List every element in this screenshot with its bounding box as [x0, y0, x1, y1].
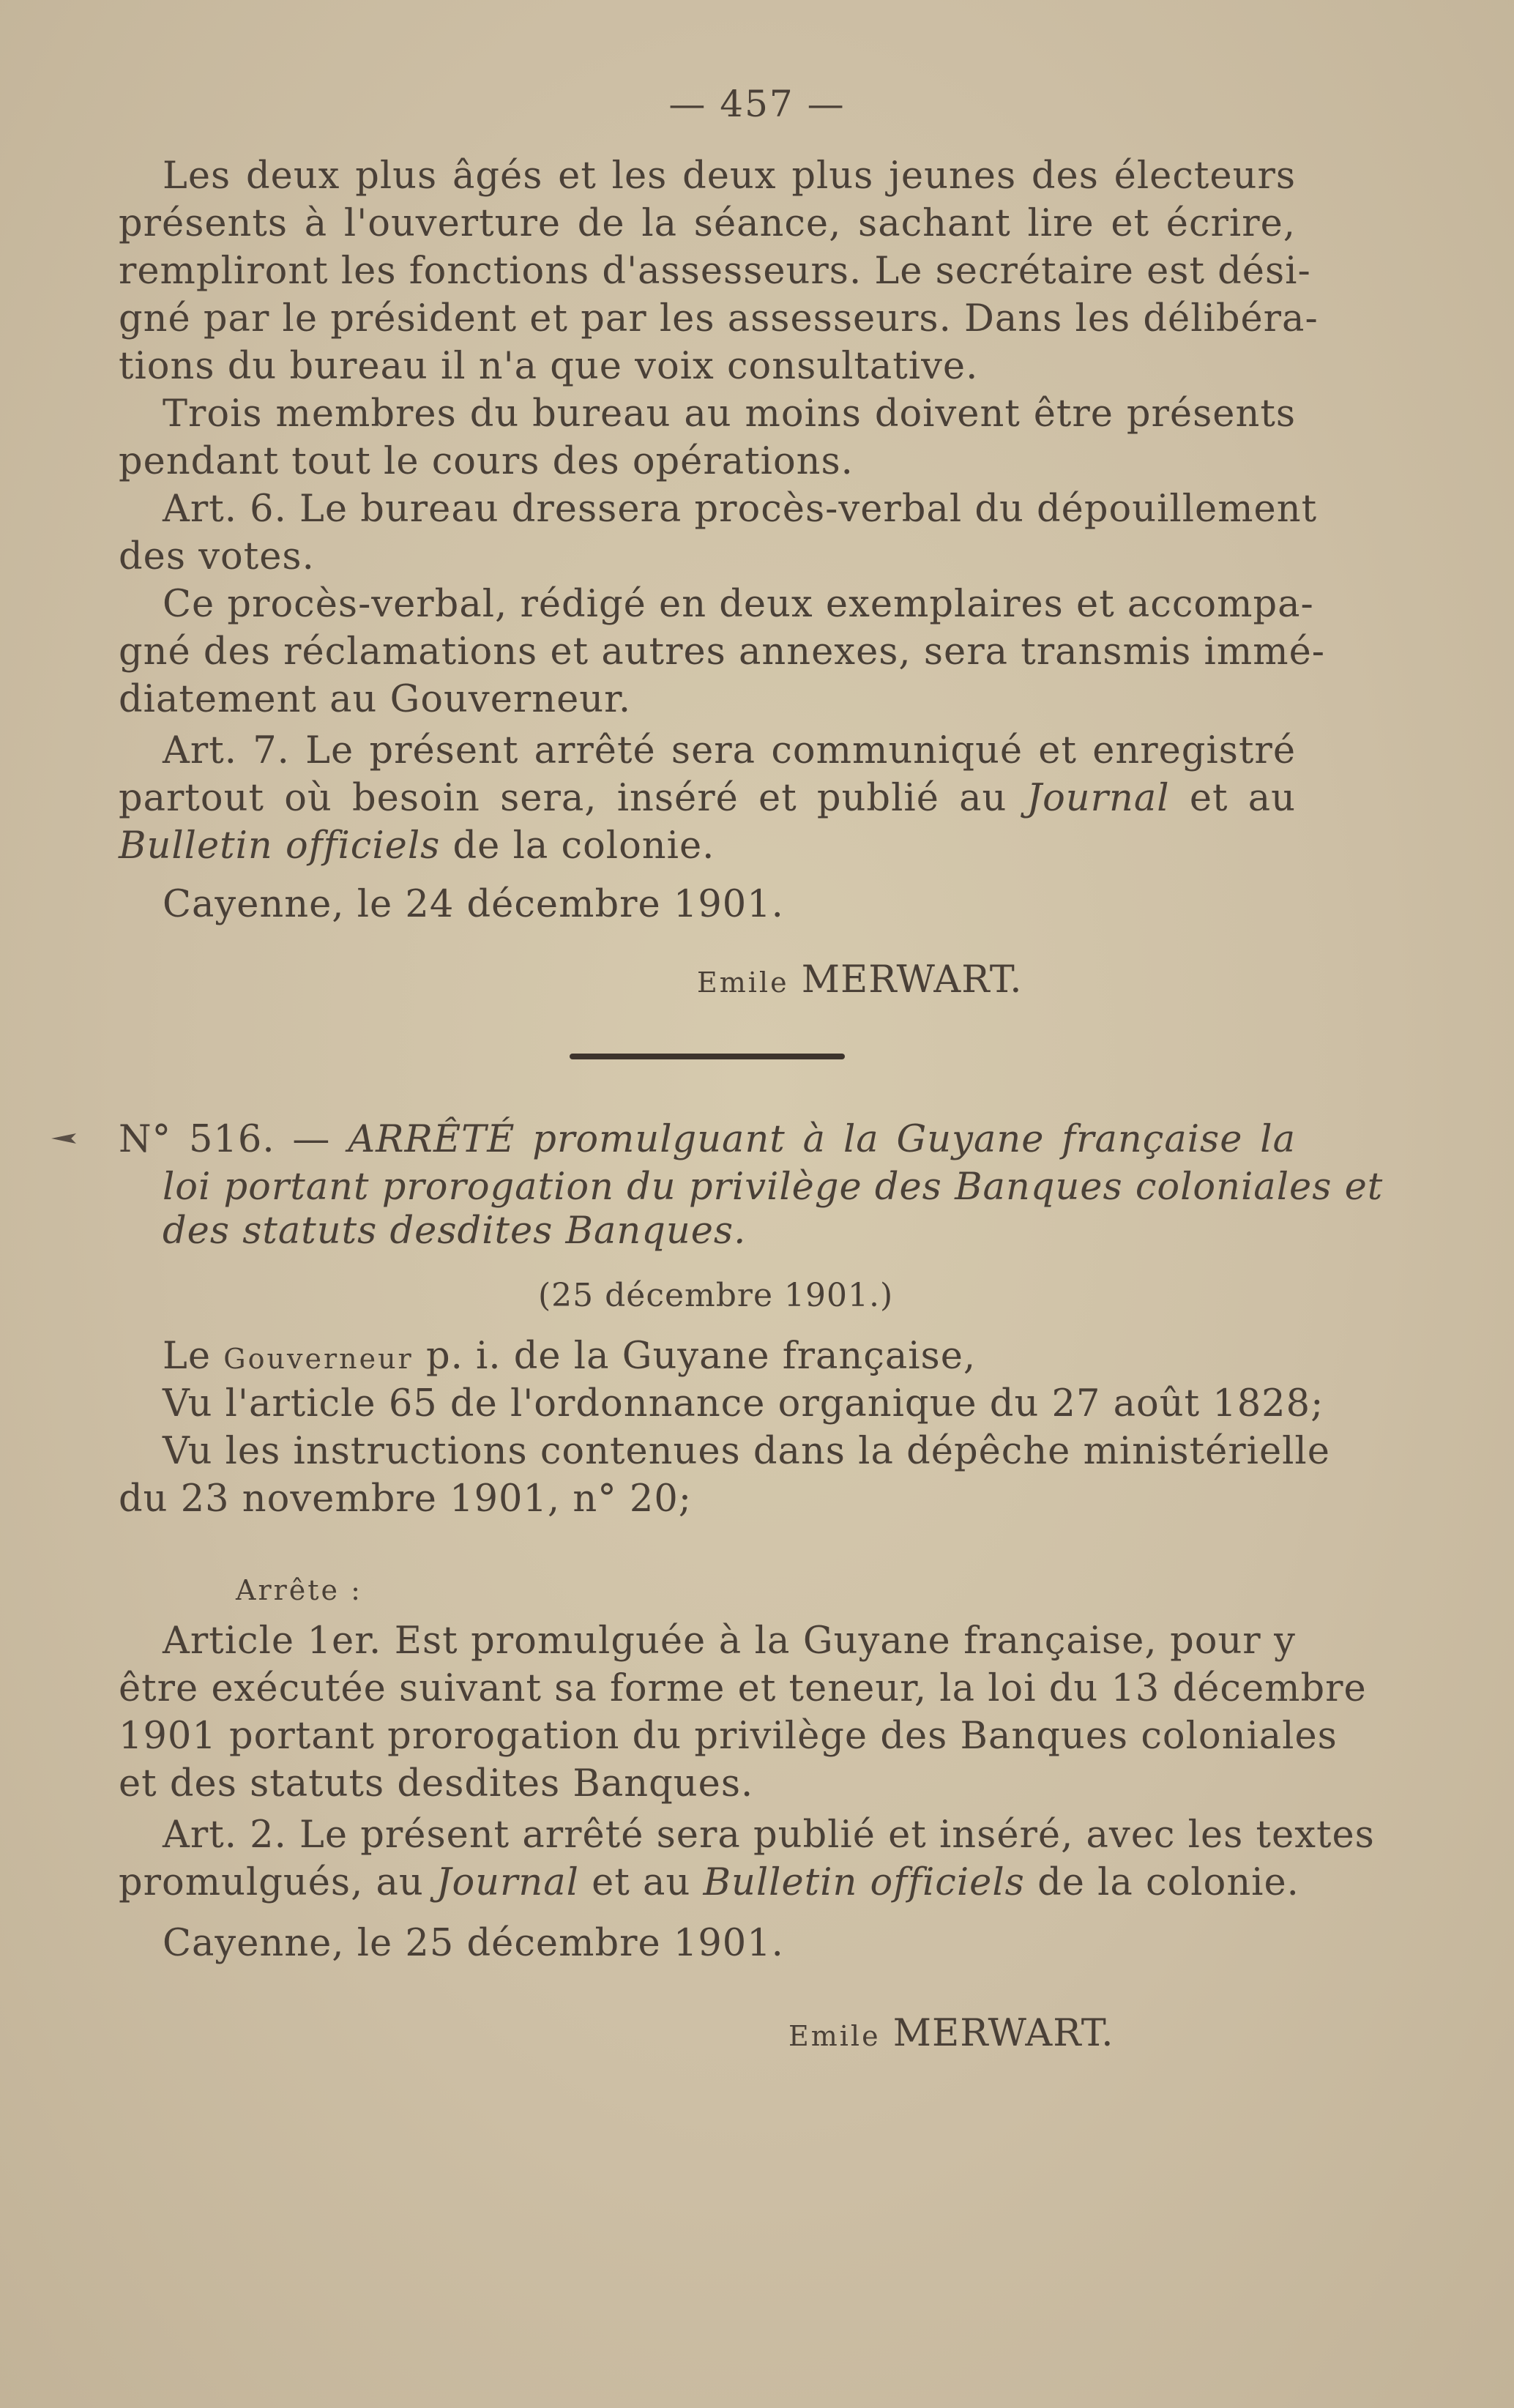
text-span: partout où besoin sera, inséré et publié au [119, 777, 1007, 820]
decree-title: ARRÊTÉ promulguant à la Guyane française la [348, 1118, 1296, 1161]
article-2-line: Art. 2. Le présent arrêté sera publié et inséré, avec les textes [163, 1814, 1375, 1857]
paragraph-line [119, 824, 715, 868]
paragraph-line: pendant tout le cours des opérations. [119, 440, 854, 483]
text-span: et au [592, 1861, 691, 1904]
gouverneur-title: Gouverneur [223, 1343, 414, 1375]
paragraph-line: gné des réclamations et autres annexes, sera transmis immé- [119, 630, 1325, 674]
vu-line: Vu les instructions contenues dans la dépêche ministérielle [163, 1430, 1330, 1473]
gouverneur-le: Le [163, 1335, 212, 1378]
paragraph-line: Les deux plus âgés et les deux plus jeunes des électeurs [163, 154, 1296, 198]
text-span: de la colonie. [1037, 1861, 1299, 1904]
signature [697, 958, 1022, 1004]
paragraph-line: Trois membres du bureau au moins doivent être présents [163, 392, 1296, 436]
decree-number: N° 516. — [119, 1118, 331, 1161]
bulletin-italic: Bulletin officiels [703, 1861, 1025, 1904]
place-date: Cayenne, le 25 décembre 1901. [163, 1922, 784, 1965]
section-divider [570, 1054, 845, 1059]
signature [788, 2012, 1114, 2058]
paragraph-line: gné par le président et par les assesseurs. Dans les délibéra- [119, 297, 1319, 340]
text-span: de la colonie. [452, 824, 715, 868]
article-1-line: Article 1er. Est promulguée à la Guyane française, pour y [163, 1619, 1296, 1663]
paragraph-line: présents à l'ouverture de la séance, sachant lire et écrire, [119, 202, 1296, 245]
article-2-line [119, 1861, 1299, 1905]
text-span: promulgués, au [119, 1861, 424, 1904]
gouverneur-line [163, 1335, 976, 1381]
signature-first-name: Emile [697, 966, 789, 999]
paragraph-line [119, 777, 1296, 821]
place-date: Cayenne, le 24 décembre 1901. [163, 883, 784, 926]
decree-heading-line [119, 1118, 1296, 1162]
decree-title-line: loi portant prorogation du privilège des Banques coloniales et [163, 1166, 1384, 1209]
decree-title-line: des statuts desdites Banques. [163, 1209, 747, 1253]
decree-date: (25 décembre 1901.) [538, 1277, 894, 1314]
paragraph-line: des votes. [119, 535, 315, 578]
article-7-line: Art. 7. Le présent arrêté sera communiqué et enregistré [163, 729, 1296, 772]
text-span: et au [1189, 777, 1296, 820]
article-6-line: Art. 6. Le bureau dressera procès-verbal du dépouillement [163, 488, 1318, 531]
article-1-line: et des statuts desdites Banques. [119, 1762, 754, 1805]
vu-line: du 23 novembre 1901, n° 20; [119, 1477, 692, 1521]
arrete-label: Arrête : [236, 1574, 362, 1606]
paragraph-line: rempliront les fonctions d'assesseurs. Le secrétaire est dési- [119, 250, 1311, 293]
vu-line: Vu l'article 65 de l'ordonnance organique du 27 août 1828; [163, 1382, 1324, 1425]
signature-last-name: MERWART. [892, 2012, 1114, 2055]
page-number: — 457 — [668, 83, 846, 125]
signature-first-name: Emile [788, 2020, 881, 2052]
bulletin-italic: Bulletin officiels [119, 824, 441, 868]
signature-last-name: MERWART. [801, 958, 1023, 1002]
journal-italic: Journal [1026, 777, 1170, 820]
article-1-line: 1901 portant prorogation du privilège des Banques coloniales [119, 1715, 1338, 1758]
paragraph-line: diatement au Gouverneur. [119, 678, 632, 721]
paragraph-line: Ce procès-verbal, rédigé en deux exemplaires et accompa- [163, 583, 1314, 626]
journal-italic: Journal [436, 1861, 579, 1904]
gouverneur-rest: p. i. de la Guyane française, [425, 1335, 977, 1378]
article-1-line: être exécutée suivant sa forme et teneur, la loi du 13 décembre [119, 1667, 1367, 1710]
paragraph-line: tions du bureau il n'a que voix consultative. [119, 345, 979, 388]
pointer-mark-icon [51, 1133, 76, 1144]
